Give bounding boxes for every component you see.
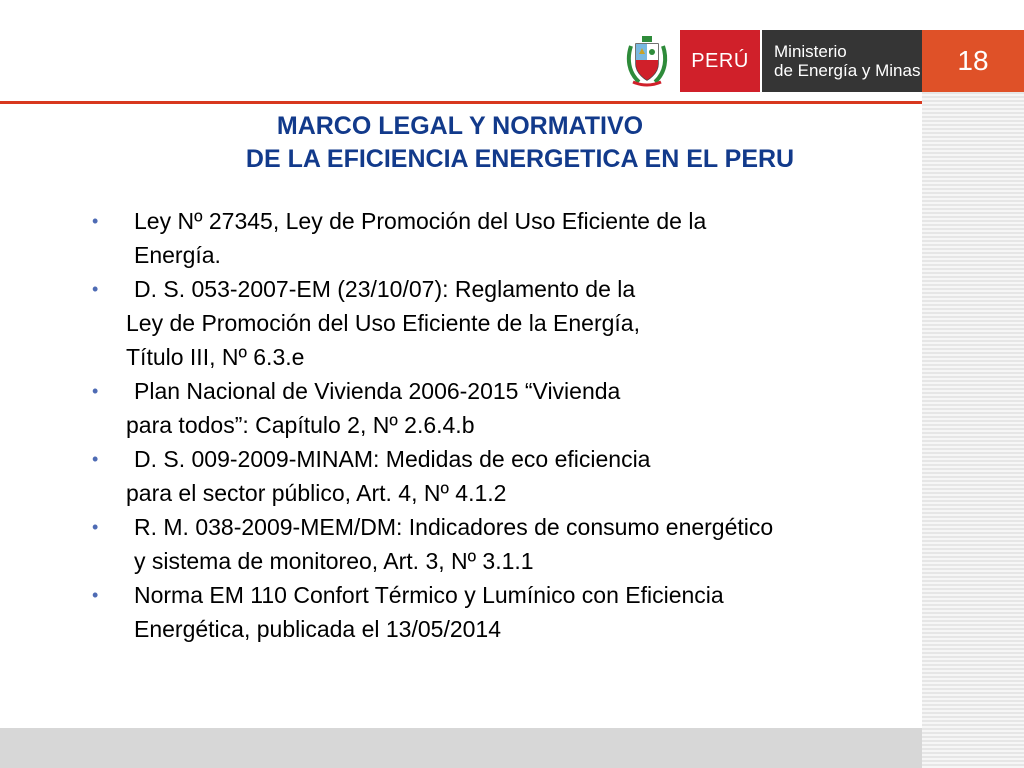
item-line: Plan Nacional de Vivienda 2006-2015 “Vivienda — [134, 378, 621, 404]
bullet-dot-icon: • — [92, 211, 99, 231]
ministry-line-2: de Energía y Minas — [774, 61, 921, 80]
item-line: para todos”: Capítulo 2, Nº 2.6.4.b — [126, 412, 475, 438]
item-line: y sistema de monitoreo, Art. 3, Nº 3.1.1 — [134, 548, 534, 574]
right-striped-panel — [922, 92, 1024, 768]
bullet-dot-icon: • — [92, 381, 99, 401]
ministry-logo — [620, 30, 922, 92]
list-item — [92, 374, 932, 442]
list-item — [92, 578, 932, 646]
bottom-band — [0, 728, 922, 768]
bullet-dot-icon: • — [92, 449, 99, 469]
bullet-dot-icon: • — [92, 517, 99, 537]
peru-label-box — [680, 30, 760, 92]
ministry-label-box — [762, 30, 922, 92]
bullet-list — [92, 204, 932, 646]
header-line — [0, 101, 922, 104]
title-line-1: MARCO LEGAL Y NORMATIVO — [276, 112, 644, 140]
item-line: R. M. 038-2009-MEM/DM: Indicadores de consumo energético — [134, 514, 774, 540]
item-line: Energía. — [134, 242, 221, 268]
item-line: Norma EM 110 Confort Térmico y Lumínico con Eficiencia — [134, 582, 724, 608]
bullet-dot-icon: • — [92, 279, 99, 299]
list-item — [92, 510, 932, 578]
page-number: 18 — [957, 45, 989, 76]
slide-title — [120, 110, 920, 176]
bullet-dot-icon: • — [92, 585, 99, 605]
item-line: D. S. 009-2009-MINAM: Medidas de eco eficiencia — [134, 446, 651, 472]
item-line: Título III, Nº 6.3.e — [126, 344, 305, 370]
item-line: para el sector público, Art. 4, Nº 4.1.2 — [126, 480, 507, 506]
title-line-2: DE LA EFICIENCIA ENERGETICA EN EL PERU — [245, 145, 795, 173]
ministry-line-1: Ministerio — [774, 42, 847, 61]
item-line: Ley de Promoción del Uso Eficiente de la Energía, — [126, 310, 640, 336]
item-line: Energética, publicada el 13/05/2014 — [134, 616, 502, 642]
page-number-box — [922, 30, 1024, 92]
list-item — [92, 442, 932, 510]
peru-coat-of-arms-icon — [620, 30, 674, 92]
country-label: PERÚ — [691, 49, 749, 72]
list-item — [92, 204, 932, 272]
list-item — [92, 272, 932, 374]
item-line: D. S. 053-2007-EM (23/10/07): Reglamento de la — [134, 276, 636, 302]
item-line: Ley Nº 27345, Ley de Promoción del Uso Eficiente de la — [134, 208, 707, 234]
